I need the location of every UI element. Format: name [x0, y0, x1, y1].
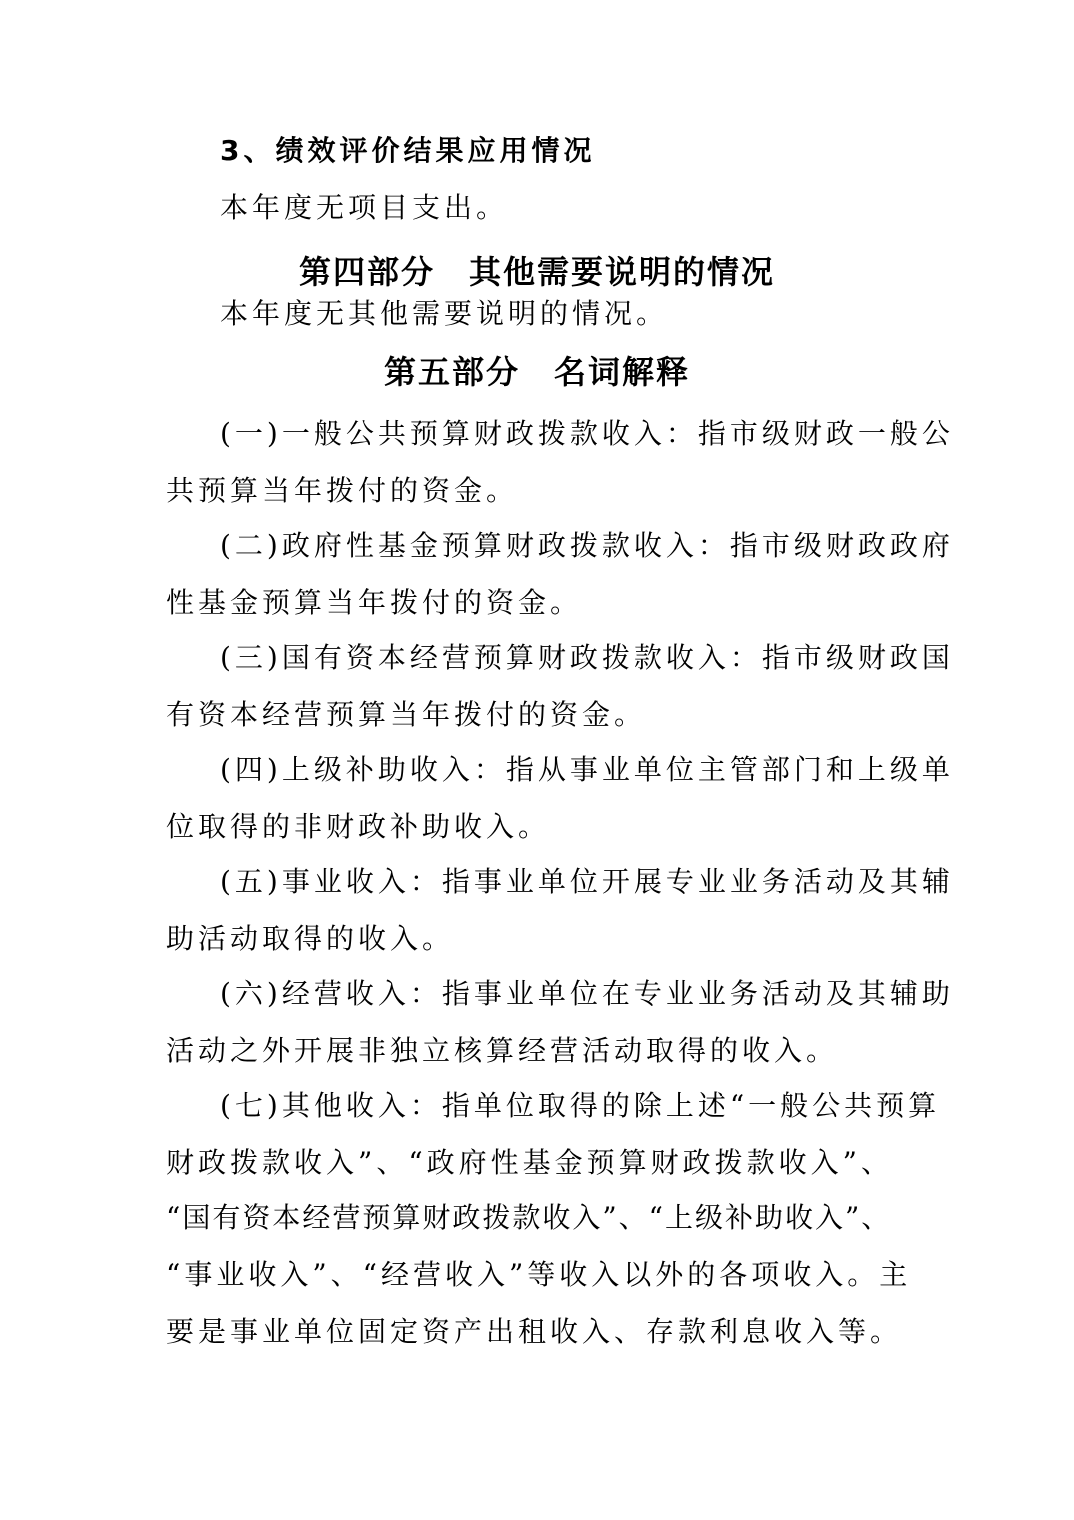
- glossary-line: 要是事业单位固定资产出租收入、存款利息收入等。: [166, 1315, 903, 1348]
- glossary-line: (七)其他收入：指单位取得的除上述“一般公共预算: [220, 1089, 941, 1122]
- glossary-line: (一)一般公共预算财政拨款收入：指市级财政一般公: [220, 417, 954, 450]
- glossary-line: 活动之外开展非独立核算经营活动取得的收入。: [166, 1034, 839, 1067]
- glossary-line: “国有资本经营预算财政拨款收入”、“上级补助收入”、: [166, 1201, 892, 1234]
- glossary-line: 财政拨款收入”、“政府性基金预算财政拨款收入”、: [166, 1146, 893, 1179]
- paragraph-no-project-expenditure: 本年度无项目支出。: [220, 191, 509, 224]
- glossary-line: 位取得的非财政补助收入。: [166, 810, 551, 843]
- glossary-line: (六)经营收入：指事业单位在专业业务活动及其辅助: [220, 977, 954, 1010]
- glossary-line: 有资本经营预算当年拨付的资金。: [166, 698, 647, 731]
- glossary-line: (四)上级补助收入：指从事业单位主管部门和上级单: [220, 753, 954, 786]
- glossary-line: 共预算当年拨付的资金。: [166, 474, 519, 507]
- part4-title: 第四部分 其他需要说明的情况: [298, 253, 775, 291]
- subheading-performance-evaluation: 3、绩效评价结果应用情况: [220, 134, 596, 167]
- glossary-line: (三)国有资本经营预算财政拨款收入：指市级财政国: [220, 641, 954, 674]
- glossary-line: (五)事业收入：指事业单位开展专业业务活动及其辅: [220, 865, 954, 898]
- glossary-line: “事业收入”、“经营收入”等收入以外的各项收入。主: [166, 1258, 912, 1291]
- glossary-line: 性基金预算当年拨付的资金。: [166, 586, 583, 619]
- glossary-line: (二)政府性基金预算财政拨款收入：指市级财政政府: [220, 529, 954, 562]
- part5-title: 第五部分 名词解释: [383, 353, 690, 391]
- paragraph-no-other-matters: 本年度无其他需要说明的情况。: [220, 297, 669, 330]
- glossary-line: 助活动取得的收入。: [166, 922, 455, 955]
